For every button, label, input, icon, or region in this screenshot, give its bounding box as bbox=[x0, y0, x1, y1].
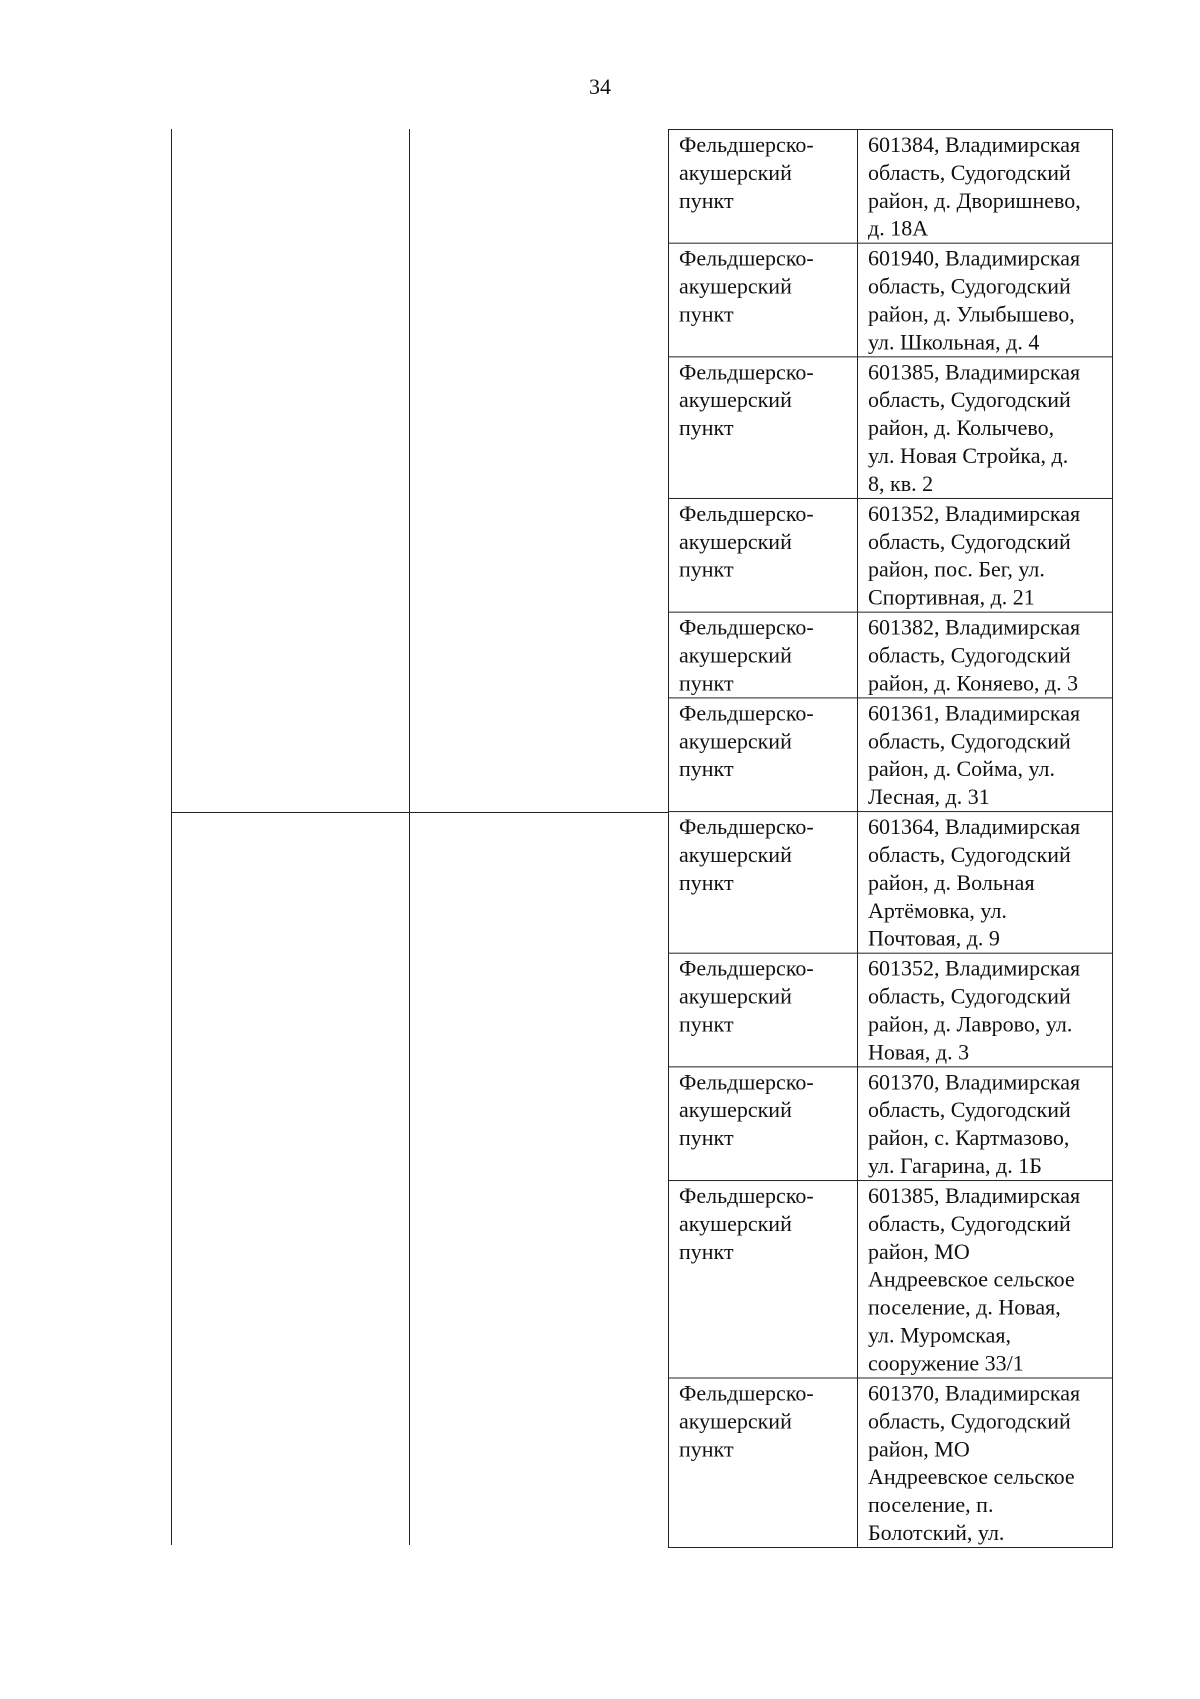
facilities-table bbox=[668, 129, 1113, 1548]
table-row bbox=[669, 357, 1113, 499]
facility-address-cell bbox=[858, 1067, 1113, 1181]
facility-address: 601352, Владимирская область, Судогодский район, д. Лаврово, ул. Новая, д. 3 bbox=[868, 955, 1081, 1065]
facility-type: Фельдшерско- акушерский пункт bbox=[679, 955, 814, 1037]
facility-type-cell bbox=[669, 1181, 858, 1378]
facility-type: Фельдшерско- акушерский пункт bbox=[679, 500, 814, 582]
facility-address: 601370, Владимирская область, Судогодский район, с. Картмазово, ул. Гагарина, д. 1Б bbox=[868, 1069, 1081, 1179]
row-group-separator bbox=[171, 812, 668, 813]
table-row bbox=[669, 612, 1113, 698]
facility-address: 601352, Владимирская область, Судогодский район, пос. Бег, ул. Спортивная, д. 21 bbox=[868, 500, 1081, 610]
facility-type-cell bbox=[669, 612, 858, 698]
facility-address-cell bbox=[858, 953, 1113, 1067]
table-row bbox=[669, 953, 1113, 1067]
facility-type: Фельдшерско- акушерский пункт bbox=[679, 700, 814, 782]
facility-address: 601940, Владимирская область, Судогодский район, д. Улыбышево, ул. Школьная, д. 4 bbox=[868, 245, 1081, 355]
facility-address-cell bbox=[858, 812, 1113, 954]
facility-address-cell bbox=[858, 243, 1113, 357]
facility-type: Фельдшерско- акушерский пункт bbox=[679, 359, 814, 441]
facility-type-cell bbox=[669, 698, 858, 812]
facility-address: 601361, Владимирская область, Судогодский район, д. Сойма, ул. Лесная, д. 31 bbox=[868, 700, 1081, 810]
column-divider-1 bbox=[409, 129, 410, 1545]
facility-type: Фельдшерско- акушерский пункт bbox=[679, 614, 814, 696]
table-row bbox=[669, 498, 1113, 612]
facility-type: Фельдшерско- акушерский пункт bbox=[679, 245, 814, 327]
facility-address-cell bbox=[858, 698, 1113, 812]
facility-type-cell bbox=[669, 129, 858, 243]
table-row bbox=[669, 1378, 1113, 1548]
facility-type-cell bbox=[669, 498, 858, 612]
facility-address-cell bbox=[858, 612, 1113, 698]
facility-type: Фельдшерско- акушерский пункт bbox=[679, 814, 814, 895]
facility-type: Фельдшерско- акушерский пункт bbox=[679, 1380, 814, 1462]
table-row bbox=[669, 698, 1113, 812]
facility-type-cell bbox=[669, 243, 858, 357]
facilities-table-body bbox=[669, 129, 1113, 1547]
table-row bbox=[669, 812, 1113, 954]
facility-address-cell bbox=[858, 357, 1113, 499]
facility-type: Фельдшерско- акушерский пункт bbox=[679, 1069, 814, 1151]
table-row bbox=[669, 129, 1113, 243]
facility-address: 601385, Владимирская область, Судогодский район, д. Колычево, ул. Новая Стройка, д. 8, кв. 2 bbox=[868, 359, 1081, 496]
facility-type-cell bbox=[669, 357, 858, 499]
table-row bbox=[669, 1067, 1113, 1181]
facility-address-cell bbox=[858, 498, 1113, 612]
facility-address-cell bbox=[858, 129, 1113, 243]
facility-address-cell bbox=[858, 1181, 1113, 1378]
facility-address: 601384, Владимирская область, Судогодский район, д. Дворишнево, д. 18А bbox=[868, 131, 1081, 241]
table-row bbox=[669, 1181, 1113, 1378]
facility-address: 601382, Владимирская область, Судогодский район, д. Коняево, д. 3 bbox=[868, 614, 1081, 696]
facility-type: Фельдшерско- акушерский пункт bbox=[679, 131, 814, 213]
facility-address: 601364, Владимирская область, Судогодский район, д. Вольная Артёмовка, ул. Почтовая, д. 9 bbox=[868, 814, 1081, 951]
table-row bbox=[669, 243, 1113, 357]
facility-type-cell bbox=[669, 953, 858, 1067]
facility-type: Фельдшерско- акушерский пункт bbox=[679, 1183, 814, 1264]
facility-type-cell bbox=[669, 812, 858, 954]
facility-address-cell bbox=[858, 1378, 1113, 1548]
facility-type-cell bbox=[669, 1378, 858, 1548]
facility-address: 601385, Владимирская область, Судогодский район, МО Андреевское сельское поселение, д. Новая, ул. Муромская, сооружение 33/1 bbox=[868, 1183, 1081, 1376]
page-number: 34 bbox=[589, 74, 611, 99]
facility-address: 601370, Владимирская область, Судогодский район, МО Андреевское сельское поселение, п. Болотский, ул. bbox=[868, 1380, 1081, 1546]
facility-type-cell bbox=[669, 1067, 858, 1181]
left-table-border bbox=[171, 129, 172, 1545]
